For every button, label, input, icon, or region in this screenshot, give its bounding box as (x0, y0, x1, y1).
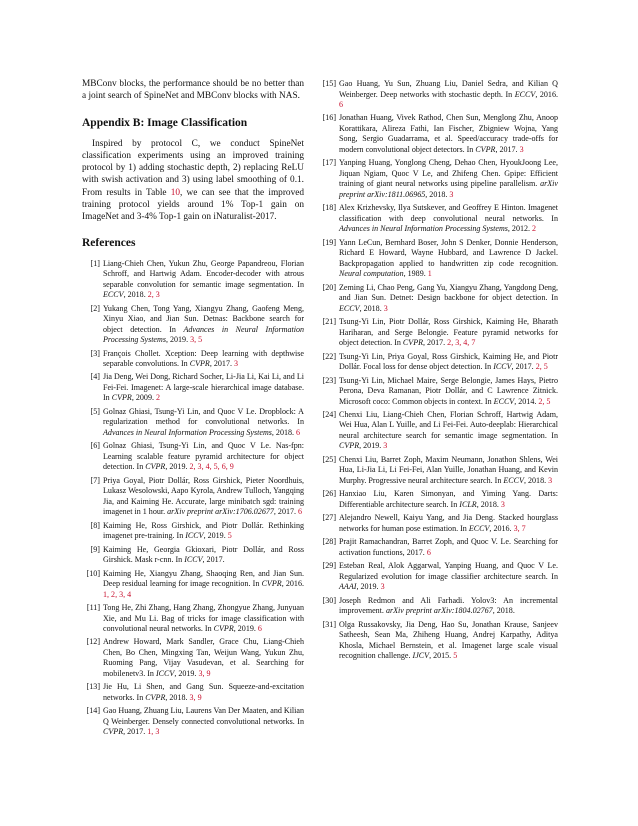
reference-number: [15] (322, 79, 336, 88)
reference-year: , 2017. (423, 338, 448, 348)
reference-venue: ECCV (503, 475, 524, 485)
reference-authors-title: Prajit Ramachandran, Barret Zoph, and Quoc V. Le. Searching for activation functions, 2017. (339, 537, 558, 557)
backref-links[interactable]: 5 (453, 651, 458, 660)
reference-number: [27] (322, 513, 336, 523)
reference-number: [21] (322, 317, 336, 327)
reference-year: , 2017. (495, 144, 520, 154)
reference-year: , 2017. (202, 555, 225, 565)
reference-year: , 2019. (203, 531, 228, 541)
reference-entry (82, 637, 304, 679)
reference-authors-title: Alejandro Newell, Kaiyu Yang, and Jia Deng. Stacked hourglass networks for human pose estimation. In (339, 513, 558, 533)
reference-entry (318, 455, 558, 487)
backref-links[interactable]: 2, 3, 4, 7 (447, 338, 476, 348)
reference-entry (82, 569, 304, 601)
backref-links[interactable]: 2, 3 (147, 290, 160, 300)
reference-authors-title: Jonathan Huang, Vivek Rathod, Chen Sun, Menglong Zhu, Anoop Korattikara, Alireza Fathi, Ian Fischer, Zbigniew Wojna, Yang Song, Sergio Guadarrama, et al. Speed/accuracy trade-offs for modern convolutional object detectors. In (339, 113, 558, 154)
reference-venue: ICCV (185, 531, 204, 541)
reference-venue: CVPR (261, 579, 282, 589)
reference-authors-title: Esteban Real, Alok Aggarwal, Yanping Huang, and Quoc V Le. Regularized evolution for image classifier architecture search. In (339, 561, 558, 581)
backref-links[interactable]: 1, 3 (147, 727, 160, 737)
reference-year: , 2018. (271, 427, 297, 437)
reference-number: [22] (322, 351, 336, 361)
reference-number: [24] (322, 409, 336, 419)
reference-venue: Advances in Neural Information Processing Systems (339, 224, 508, 234)
reference-entry (318, 113, 558, 155)
reference-year: , 2018. (492, 606, 515, 616)
backref-links[interactable]: 3 (383, 441, 388, 451)
reference-authors-title: Jia Deng, Wei Dong, Richard Socher, Li-Jia Li, Kai Li, and Li Fei-Fei. Imagenet: A large-scale hierarchical image database. In (103, 372, 304, 403)
reference-year: , 2017. (123, 727, 148, 737)
reference-number: [23] (322, 375, 336, 385)
reference-venue: ECCV (339, 303, 360, 313)
reference-authors-title: Yukang Chen, Tong Yang, Xiangyu Zhang, Gaofeng Meng, Xinyu Xiao, and Jian Sun. Detnas: Backbone search for object detection. In (103, 303, 304, 334)
table-ref-link[interactable]: 10 (170, 187, 181, 198)
reference-year: , 2019. (165, 462, 190, 472)
reference-venue: arXiv preprint arXiv:1706.02677 (167, 507, 274, 517)
reference-year: , 2018. (476, 499, 501, 509)
backref-links[interactable]: 3, 9 (198, 668, 211, 678)
reference-number: [29] (322, 561, 336, 571)
reference-year: , 2018. (359, 303, 384, 313)
reference-year: , 2019. (359, 441, 384, 451)
reference-number: [25] (322, 454, 336, 464)
intro-paragraph: MBConv blocks, the performance should be no better than a joint search of SpineNet and MBConv blocks with NAS. (82, 79, 304, 102)
reference-year: , 1989. (403, 269, 428, 279)
reference-number: [8] (90, 520, 100, 530)
backref-links[interactable]: 2, 5 (535, 362, 548, 372)
reference-venue: CVPR (213, 624, 234, 634)
backref-links[interactable]: 3 (548, 475, 553, 485)
reference-entry (82, 476, 304, 518)
reference-authors-title: Kaiming He, Ross Girshick, and Piotr Dollár. Rethinking imagenet pre-training. In (103, 520, 304, 541)
reference-year: , 2019. (356, 582, 381, 592)
reference-venue: CVPR (103, 727, 124, 737)
reference-entry (82, 706, 304, 738)
reference-entry (318, 158, 558, 200)
reference-entry (82, 521, 304, 542)
reference-venue: ICCV (493, 362, 512, 372)
reference-entry (318, 596, 558, 617)
reference-number: [13] (86, 682, 100, 692)
reference-authors-title: Kaiming He, Xiangyu Zhang, Shaoqing Ren, and Jian Sun. Deep residual learning for image recognition. In (103, 568, 304, 589)
reference-authors-title: Golnaz Ghiasi, Tsung-Yi Lin, and Quoc V Le. Dropblock: A regularization method for convolutional networks. In (103, 406, 304, 427)
reference-year: , 2016. (489, 523, 514, 533)
reference-entry (318, 203, 558, 235)
reference-authors-title: Gao Huang, Yu Sun, Zhuang Liu, Daniel Sedra, and Kilian Q Weinberger. Deep networks with stochastic depth. In (339, 79, 558, 99)
reference-venue: arXiv preprint arXiv:1804.02767 (385, 606, 493, 616)
reference-entry (82, 603, 304, 635)
reference-year: , 2018. (523, 475, 549, 485)
reference-authors-title: Kaiming He, Georgia Gkioxari, Piotr Dollár, and Ross Girshick. Mask r-cnn. In (103, 544, 304, 565)
reference-authors-title: Chenxi Liu, Liang-Chieh Chen, Florian Schroff, Hartwig Adam, Wei Hua, Alan L Yuille, and Li Fei-Fei. Auto-deeplab: Hierarchical neural architecture search for semantic image segmentation. In (339, 409, 558, 440)
backref-links[interactable]: 6 (339, 100, 344, 109)
reference-venue: Advances in Neural Information Processing Systems (103, 324, 304, 345)
reference-entry (318, 376, 558, 408)
right-column (318, 0, 558, 664)
reference-entry (82, 372, 304, 404)
reference-entry (318, 352, 558, 373)
reference-number: [11] (86, 603, 100, 613)
backref-links[interactable]: 3 (500, 499, 505, 509)
reference-authors-title: Andrew Howard, Mark Sandler, Grace Chu, Liang-Chieh Chen, Bo Chen, Mingxing Tan, Weijun Wang, Yukun Zhu, Ruoming Pang, Vijay Vasudevan, et al. Searching for mobilenetv3. In (103, 637, 304, 678)
reference-venue: IJCV (412, 651, 430, 660)
reference-venue: ICCV (155, 668, 175, 678)
reference-venue: ICCV (184, 555, 203, 565)
reference-venue: ECCV (468, 523, 490, 533)
reference-authors-title: François Chollet. Xception: Deep learning with depthwise separable convolutions. In (103, 348, 304, 369)
reference-venue: Neural computation (339, 269, 404, 279)
reference-venue: ICLR (459, 499, 477, 509)
reference-number: [12] (86, 637, 100, 647)
backref-links[interactable]: 6 (426, 547, 431, 557)
backref-links[interactable]: 2 (155, 393, 161, 403)
reference-entry (82, 407, 304, 439)
reference-year: , 2017. (273, 507, 299, 517)
reference-venue: CVPR (402, 338, 424, 348)
backref-links[interactable]: 3 (519, 144, 524, 154)
backref-links[interactable]: 3, 7 (513, 523, 526, 533)
reference-entry (318, 537, 558, 558)
reference-authors-title: Alex Krizhevsky, Ilya Sutskever, and Geoffrey E Hinton. Imagenet classification with deep convolutional neural networks. In (339, 203, 558, 223)
backref-links[interactable]: 3 (233, 359, 239, 369)
reference-entry (318, 620, 558, 662)
reference-entry (318, 410, 558, 452)
reference-venue: CVPR (475, 144, 496, 154)
reference-year: , 2018. (165, 692, 190, 702)
reference-entry (82, 545, 304, 566)
backref-links[interactable]: 6 (257, 624, 262, 634)
reference-authors-title: Tsung-Yi Lin, Priya Goyal, Ross Girshick, Kaiming He, and Piotr Dollár. Focal loss for dense object detection. In (339, 351, 558, 372)
reference-entry (318, 317, 558, 349)
reference-number: [18] (322, 203, 336, 213)
reference-authors-title: Gao Huang, Zhuang Liu, Laurens Van Der Maaten, and Kilian Q Weinberger. Densely connected convolutional networks. In (103, 706, 304, 726)
reference-number: [6] (90, 441, 100, 451)
backref-links[interactable]: 3, 9 (189, 692, 202, 702)
reference-year: , 2009. (131, 393, 156, 403)
backref-links[interactable]: 2, 3, 4, 5, 6, 9 (189, 462, 234, 472)
reference-authors-title: Jie Hu, Li Shen, and Gang Sun. Squeeze-and-excitation networks. In (103, 682, 304, 702)
reference-number: [14] (86, 706, 100, 716)
reference-year: , 2015. (429, 651, 454, 660)
reference-year: , 2019. (165, 335, 191, 345)
reference-venue: CVPR (145, 692, 166, 702)
reference-number: [3] (90, 348, 100, 358)
backref-links[interactable]: 2 (532, 224, 537, 234)
reference-number: [10] (86, 568, 100, 578)
appendix-heading: Appendix B: Image Classification (82, 116, 248, 129)
reference-number: [30] (322, 595, 336, 605)
reference-number: [20] (322, 282, 336, 292)
reference-year: , 2018. (425, 189, 450, 199)
reference-venue: ECCV (493, 396, 515, 406)
reference-authors-title: Liang-Chieh Chen, Yukun Zhu, George Papandreou, Florian Schroff, and Hartwig Adam. Encoder-decoder with atrous separable convolution for semantic image segmentation. In (103, 258, 304, 289)
reference-entry (318, 79, 558, 111)
reference-entry (82, 259, 304, 301)
backref-links[interactable]: 3 (449, 189, 454, 199)
left-column (82, 0, 304, 741)
reference-number: [26] (322, 489, 336, 499)
reference-entry (82, 441, 304, 473)
reference-venue: CVPR (189, 359, 210, 369)
reference-authors-title: Tsung-Yi Lin, Michael Maire, Serge Belongie, James Hays, Pietro Perona, Deva Ramanan, Piotr Dollár, and C Lawrence Zitnick. Microsoft coco: Common objects in context. In (339, 375, 558, 406)
reference-venue: CVPR (145, 462, 166, 472)
reference-authors-title: Zeming Li, Chao Peng, Gang Yu, Xiangyu Zhang, Yangdong Deng, and Jian Sun. Detnet: Design backbone for object detection. In (339, 282, 558, 303)
reference-venue: ECCV (514, 89, 536, 99)
reference-entry (82, 349, 304, 370)
reference-number: [9] (90, 544, 100, 554)
reference-entry (82, 304, 304, 346)
reference-entry (318, 283, 558, 315)
appendix-paragraph: Inspired by protocol C, we conduct SpineNet classification experiments using an improved training protocol by 1) adding stochastic depth, 2) replacing ReLU with swish activation and 3) using label smoothing of 0.1. From results in Table 10, we can see that the improved training protocol yields around 1% Top-1 gain on ImageNet and 3-4% Top-1 gain on iNaturalist-2017. (82, 138, 304, 223)
reference-list-right (318, 79, 558, 662)
reference-year: , 2016. (535, 89, 558, 99)
reference-venue: AAAI (339, 582, 357, 592)
backref-links[interactable]: 6 (298, 507, 303, 517)
backref-links[interactable]: 6 (296, 427, 301, 437)
reference-authors-title: Yanping Huang, Yonglong Cheng, Dehao Chen, HyoukJoong Lee, Jiquan Ngiam, Quoc V Le, and Zhifeng Chen. Gpipe: Efficient training of giant neural networks using pipeline parallelism. (339, 158, 558, 189)
reference-authors-title: Olga Russakovsky, Jia Deng, Hao Su, Jonathan Krause, Sanjeev Satheesh, Sean Ma, Zhiheng Huang, Andrej Karpathy, Aditya Khosla, Michael Bernstein, et al. Imagenet large scale visual recognition challenge. (339, 619, 558, 660)
reference-number: [7] (90, 475, 100, 485)
reference-authors-title: Joseph Redmon and Ali Farhadi. Yolov3: An incremental improvement. (339, 595, 558, 616)
reference-entry (318, 238, 558, 280)
reference-number: [17] (322, 158, 336, 168)
reference-year: , 2014. (514, 396, 539, 406)
reference-authors-title: Tong He, Zhi Zhang, Hang Zhang, Zhongyue Zhang, Junyuan Xie, and Mu Li. Bag of tricks for image classification with convolutional neural networks. In (103, 603, 304, 634)
reference-authors-title: Yann LeCun, Bernhard Boser, John S Denker, Donnie Henderson, Richard E Howard, Wayne Hubbard, and Lawrence D Jackel. Backpropagation applied to handwritten zip code recognition. (339, 237, 558, 268)
references-heading: References (82, 236, 136, 249)
reference-number: [19] (322, 237, 336, 247)
reference-number: [2] (90, 303, 100, 313)
reference-number: [31] (322, 619, 336, 629)
reference-authors-title: Hanxiao Liu, Karen Simonyan, and Yiming Yang. Darts: Differentiable architecture search. In (339, 489, 558, 509)
reference-year: , 2018. (123, 290, 148, 300)
reference-authors-title: Priya Goyal, Piotr Dollár, Ross Girshick, Pieter Noordhuis, Lukasz Wesolowski, Aapo Kyrola, Andrew Tulloch, Yangqing Jia, and Kaiming He. Accurate, large minibatch sgd: training imagenet in 1 hour. (103, 475, 304, 517)
reference-year: , 2012. (507, 224, 533, 234)
reference-authors-title: Tsung-Yi Lin, Piotr Dollár, Ross Girshick, Kaiming He, Bharath Hariharan, and Serge Belongie. Feature pyramid networks for object detection. In (339, 317, 558, 348)
reference-venue: CVPR (111, 393, 132, 403)
reference-year: , 2016. (281, 579, 304, 589)
backref-links[interactable]: 1 (427, 269, 432, 279)
backref-links[interactable]: 2, 5 (538, 396, 551, 406)
reference-number: [1] (90, 258, 100, 268)
reference-list-left (82, 259, 304, 738)
reference-entry (318, 489, 558, 510)
backref-links[interactable]: 5 (227, 531, 232, 541)
backref-links[interactable]: 3, 5 (190, 335, 203, 345)
reference-entry (82, 682, 304, 703)
reference-number: [16] (322, 113, 336, 123)
reference-venue: CVPR (339, 441, 360, 451)
reference-entry (318, 513, 558, 534)
reference-number: [5] (90, 406, 100, 416)
reference-venue: Advances in Neural Information Processing Systems (103, 427, 272, 437)
reference-year: , 2017. (209, 359, 234, 369)
reference-venue: ECCV (103, 290, 124, 300)
backref-links[interactable]: 1, 2, 3, 4 (103, 589, 132, 599)
reference-authors-title: Chenxi Liu, Barret Zoph, Maxim Neumann, Jonathon Shlens, Wei Hua, Li-Jia Li, Li Fei-Fei, Alan Yuille, Jonathan Huang, and Kevin Murphy. Progressive neural architecture search. In (339, 454, 558, 485)
reference-year: , 2019. (174, 668, 199, 678)
reference-year: , 2017. (511, 362, 536, 372)
reference-entry (318, 561, 558, 593)
reference-number: [4] (90, 372, 100, 382)
reference-number: [28] (322, 537, 336, 547)
reference-venue: arXiv preprint arXiv:1811.06965 (339, 179, 558, 199)
backref-links[interactable]: 3 (380, 582, 385, 592)
reference-authors-title: Golnaz Ghiasi, Tsung-Yi Lin, and Quoc V Le. Nas-fpn: Learning scalable feature pyramid architecture for object detection. In (103, 441, 304, 472)
reference-year: , 2019. (233, 624, 258, 634)
backref-links[interactable]: 3 (383, 303, 388, 313)
